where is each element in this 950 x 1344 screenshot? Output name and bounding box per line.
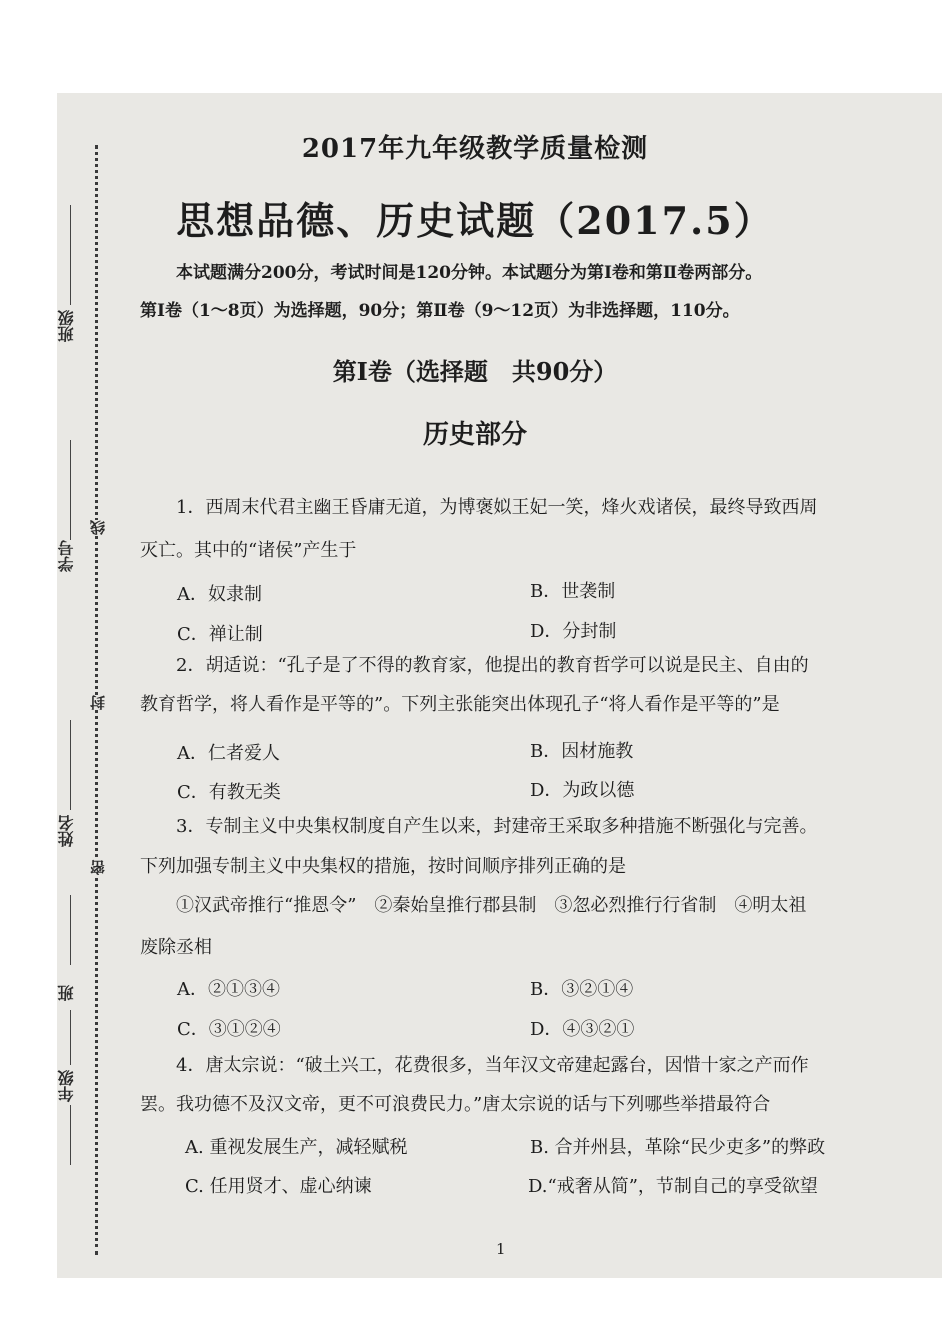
- q1-stem-line-2: 灭亡。其中的“诸侯”产生于: [140, 540, 357, 561]
- name-label: 姓名: [57, 815, 76, 847]
- section-title: 第Ⅰ卷（选择题 共90分）: [332, 357, 618, 386]
- q2-option-d: D．为政以德: [530, 780, 635, 801]
- section-blank: [70, 1010, 71, 1065]
- q2-option-a: A．仁者爱人: [177, 743, 280, 764]
- q4-option-d: D.“戒奢从简”，节制自己的享受欲望: [528, 1176, 818, 1197]
- q3-stem-line-2: 下列加强专制主义中央集权的措施，按时间顺序排列正确的是: [140, 856, 626, 877]
- q2-stem-line-2: 教育哲学，将人看作是平等的”。下列主张能突出体现孔子“将人看作是平等的”是: [140, 694, 780, 715]
- grade-label: 年级: [57, 1070, 76, 1102]
- intro-line-1: 本试题满分200分，考试时间是120分钟。本试题分为第Ⅰ卷和第Ⅱ卷两部分。: [176, 263, 763, 283]
- number-label: 学号: [57, 540, 76, 572]
- grade-blank: [70, 1105, 71, 1165]
- q3-stem-line-3: ①汉武帝推行“推恩令” ②秦始皇推行郡县制 ③忽必烈推行行省制 ④明太祖: [176, 895, 807, 916]
- q1-option-a: A．奴隶制: [177, 584, 262, 605]
- q4-option-b: B. 合并州县，革除“民少吏多”的弊政: [530, 1137, 826, 1158]
- number-blank: [70, 440, 71, 540]
- q4-option-a: A. 重视发展生产，减轻赋税: [185, 1137, 408, 1158]
- part-title: 历史部分: [422, 420, 527, 450]
- q4-stem-line-2: 罢。我功德不及汉文帝，更不可浪费民力。”唐太宗说的话与下列哪些举措最符合: [140, 1094, 771, 1115]
- section-label: 班: [57, 985, 76, 1001]
- q4-option-c: C. 任用贤才、虚心纳谏: [185, 1176, 372, 1197]
- exam-title: 2017年九年级教学质量检测: [301, 134, 649, 164]
- section-blank-upper: [70, 895, 71, 965]
- q3-stem-line-4: 废除丞相: [140, 937, 212, 958]
- q3-option-b: B．③②①④: [530, 979, 634, 1000]
- q3-option-c: C．③①②④: [177, 1019, 281, 1040]
- q2-stem-line-1: 2．胡适说：“孔子是了不得的教育家，他提出的教育哲学可以说是民主、自由的: [176, 655, 809, 676]
- page-number: 1: [496, 1240, 506, 1258]
- seal-marker: 封: [89, 695, 107, 710]
- dense-marker: 密: [89, 860, 107, 875]
- q4-stem-line-1: 4．唐太宗说：“破土兴工，花费很多，当年汉文帝建起露台，因惜十家之产而作: [176, 1055, 809, 1076]
- subject-title: 思想品德、历史试题（2017.5）: [176, 198, 774, 243]
- q1-option-c: C．禅让制: [177, 624, 263, 645]
- q2-option-b: B．因材施教: [530, 741, 634, 762]
- q1-option-d: D．分封制: [530, 621, 617, 642]
- q3-option-d: D．④③②①: [530, 1019, 635, 1040]
- q3-option-a: A．②①③④: [177, 979, 280, 1000]
- name-blank: [70, 720, 71, 810]
- class-label: 班级: [57, 310, 76, 342]
- q3-stem-line-1: 3．专制主义中央集权制度自产生以来，封建帝王采取多种措施不断强化与完善。: [176, 816, 818, 837]
- q1-option-b: B．世袭制: [530, 581, 616, 602]
- line-marker: 线: [89, 520, 107, 535]
- q1-stem-line-1: 1．西周末代君主幽王昏庸无道，为博褒姒王妃一笑，烽火戏诸侯，最终导致西周: [176, 497, 818, 518]
- intro-line-2: 第Ⅰ卷（1～8页）为选择题，90分；第Ⅱ卷（9～12页）为非选择题，110分。: [140, 301, 740, 321]
- q2-option-c: C．有教无类: [177, 782, 281, 803]
